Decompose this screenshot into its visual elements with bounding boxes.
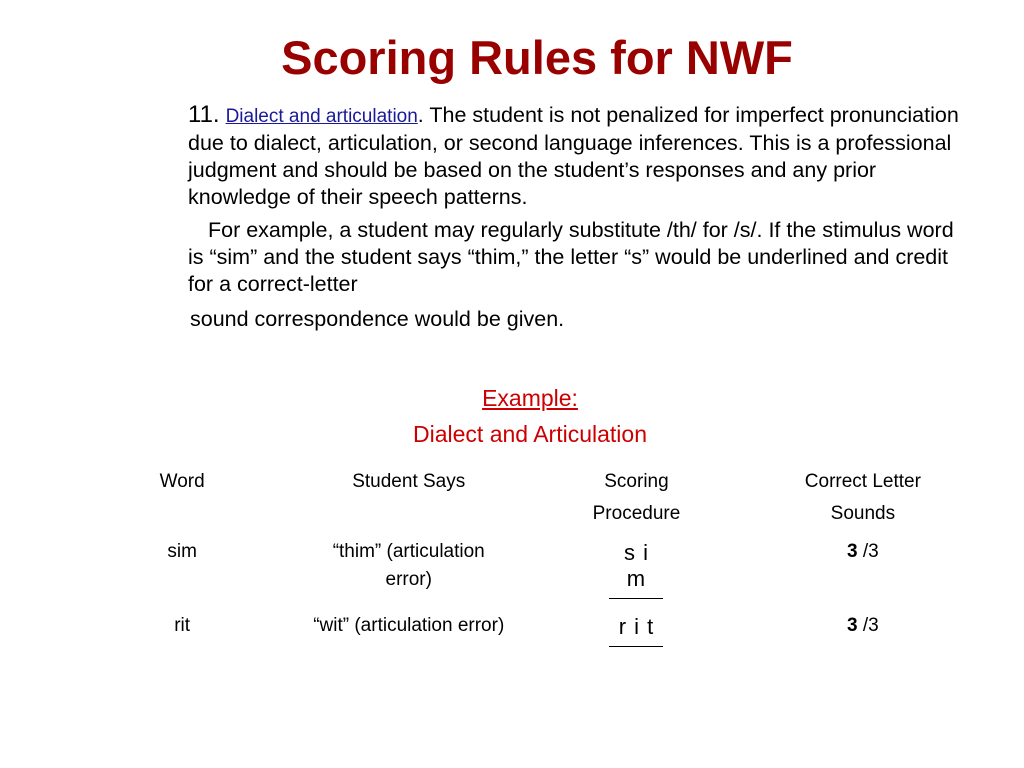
example-paragraph	[188, 217, 973, 298]
header-student-says: Student Says	[352, 471, 466, 492]
header-correct-letter-sounds-text: Correct Letter Sounds	[804, 471, 921, 524]
rule-paragraph	[188, 101, 973, 211]
cell-student-says	[246, 536, 571, 610]
cell-correct-letter-sounds	[702, 610, 1024, 684]
example-label: Example:	[482, 385, 578, 411]
score-value: 3	[847, 615, 858, 636]
score-value: 3	[847, 541, 858, 562]
example-heading	[0, 380, 1024, 452]
cell-student-says	[246, 610, 571, 684]
cell-word: sim	[167, 541, 197, 562]
table-row	[118, 610, 1024, 684]
scoring-procedure-letters: s i m	[609, 538, 663, 599]
score-total: /3	[857, 615, 879, 636]
example-subtitle: Dialect and Articulation	[413, 421, 647, 447]
table-header-row	[118, 462, 1024, 536]
cell-correct-letter-sounds	[702, 536, 1024, 610]
score-total: /3	[857, 541, 879, 562]
example-paragraph-text: For example, a student may regularly substitute /th/ for /s/. If the stimulus word is “sim” and the student says “thim,” the letter “s” would be underlined and credit for a correct-letter	[188, 218, 954, 296]
cell-word: rit	[174, 615, 191, 636]
scoring-table	[118, 462, 1024, 684]
header-correct-letter-sounds	[702, 462, 1024, 536]
dialect-articulation-link[interactable]: Dialect and articulation	[225, 106, 418, 127]
table-row	[118, 536, 1024, 610]
student-says-text: “thim” (articulation error)	[332, 541, 485, 590]
header-scoring-procedure: Scoring Procedure	[592, 471, 681, 524]
scoring-procedure-letters: r i t	[609, 612, 663, 647]
cell-scoring-procedure	[571, 536, 702, 610]
rule-text: . The student is not penalized for imperfect pronunciation due to dialect, articulation, or second language inferences. This is a professional judgment and should be based on the student’s responses and any prior knowledge of their speech patterns.	[188, 103, 959, 209]
rule-block	[188, 101, 973, 333]
header-word: Word	[159, 471, 205, 492]
example-paragraph-end: sound correspondence would be given.	[190, 307, 565, 331]
rule-number: 11.	[188, 101, 220, 128]
slide-title: Scoring Rules for NWF	[281, 31, 793, 84]
cell-scoring-procedure	[571, 610, 702, 684]
student-says-text: “wit” (articulation error)	[313, 615, 505, 636]
